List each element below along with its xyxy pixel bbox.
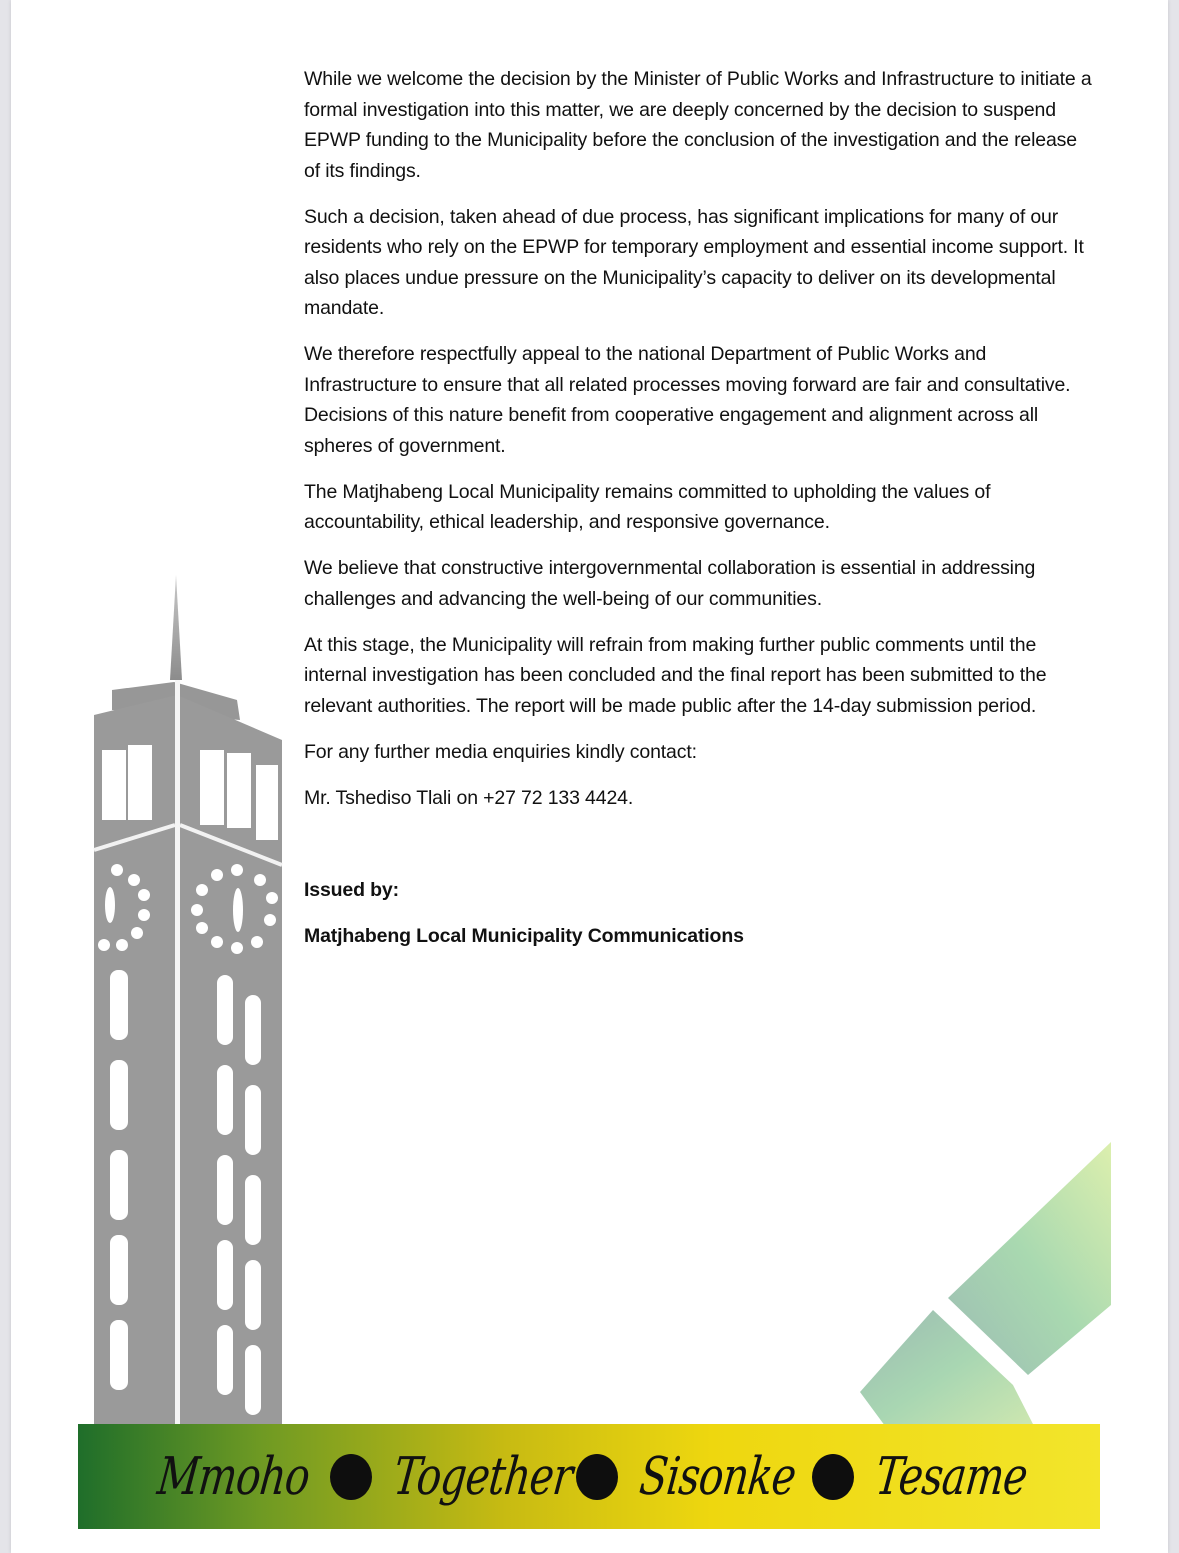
paragraph: The Matjhabeng Local Municipality remains committed to upholding the values of accountability, ethical leadership, and responsive governance.: [304, 480, 991, 533]
clock-tower-watermark-icon: [82, 570, 302, 1425]
issuer-name: Matjhabeng Local Municipality Communications: [304, 924, 744, 947]
issued-by-label: Issued by:: [304, 878, 399, 901]
slogan-word: Sisonke: [636, 1446, 799, 1507]
paragraph: At this stage, the Municipality will refrain from making further public comments until the internal investigation has been concluded and the final report has been submitted to the relevant authorities. The report will be made public after the 14-day submission period.: [304, 633, 1047, 717]
paragraph: While we welcome the decision by the Minister of Public Works and Infrastructure to initiate a formal investigation into this matter, we are deeply concerned by the decision to suspend EPWP funding to the Municipality before the conclusion of the investigation and the release of its findings.: [304, 68, 1092, 182]
paragraph: Such a decision, taken ahead of due process, has significant implications for many of our residents who rely on the EPWP for temporary employment and essential income support. It also places undue pressure on the Municipality’s capacity to deliver on its developmental mandate.: [304, 205, 1084, 319]
green-stripes-decoration-icon: [848, 1140, 1113, 1430]
document-page: [11, 0, 1168, 1553]
bullet-dot-icon: [330, 1454, 372, 1500]
contact-person: Mr. Tshediso Tlali on +27 72 133 4424.: [304, 786, 634, 809]
slogan-word: Mmoho: [154, 1446, 313, 1507]
slogan-word: Together: [390, 1446, 576, 1507]
bullet-dot-icon: [812, 1454, 854, 1500]
contact-intro: For any further media enquiries kindly contact:: [304, 740, 697, 763]
footer-slogan-banner: [78, 1424, 1100, 1529]
paragraph: We believe that constructive intergovernmental collaboration is essential in addressing challenges and advancing the well-being of our communities.: [304, 557, 1036, 610]
bullet-dot-icon: [576, 1454, 618, 1500]
paragraph: We therefore respectfully appeal to the national Department of Public Works and Infrastructure to ensure that all related processes moving forward are fair and consultative. Decisions of this nature benefit from cooperative engagement and alignment across all spheres of government.: [304, 343, 1071, 457]
slogan-word: Tesame: [872, 1446, 1030, 1507]
spacer: [304, 829, 1094, 875]
press-release-body: [304, 64, 1094, 967]
